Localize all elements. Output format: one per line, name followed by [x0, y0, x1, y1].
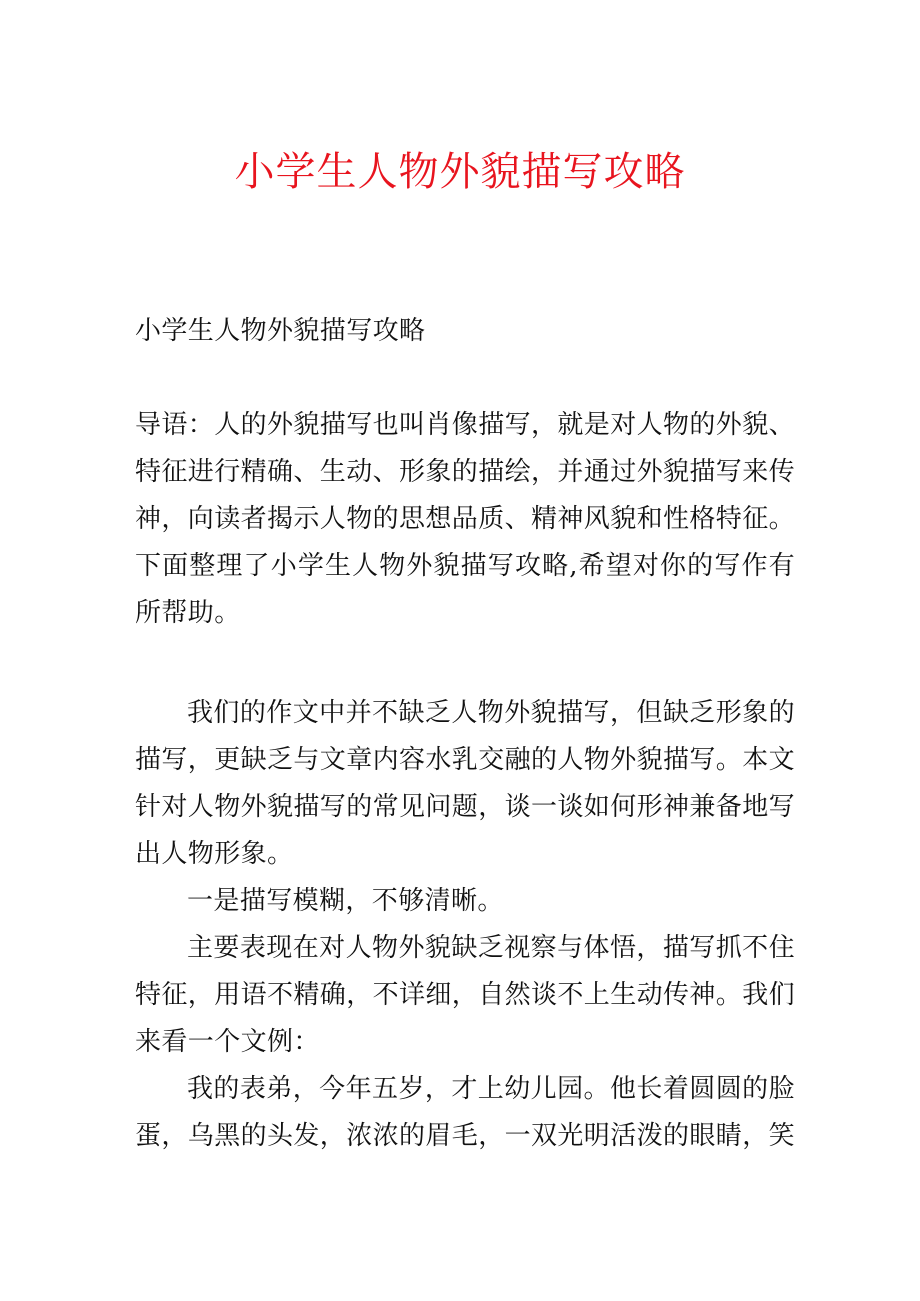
paragraph-3: 主要表现在对人物外貌缺乏视察与体悟，描写抓不住特征，用语不精确，不详细，自然谈不上生动传神。我们来看一个文例： [135, 933, 796, 1057]
intro-paragraph: 导语：人的外貌描写也叫肖像描写，就是对人物的外貌、特征进行精确、生动、形象的描绘，并通过外貌描写来传神，向读者揭示人物的思想品质、精神风貌和性格特征。下面整理了小学生人物外貌描写攻略,希望对你的写作有所帮助。 [135, 410, 796, 628]
paragraph-1: 我们的作文中并不缺乏人物外貌描写，但缺乏形象的描写，更缺乏与文章内容水乳交融的人物外貌描写。本文针对人物外貌描写的常见问题，谈一谈如何形神兼备地写出人物形象。 [135, 698, 796, 869]
document-subtitle: 小学生人物外貌描写攻略 [135, 316, 426, 346]
main-section [135, 690, 795, 1160]
page-title: 小学生人物外貌描写攻略 [234, 149, 686, 195]
paragraph-4: 我的表弟，今年五岁，才上幼儿园。他长着圆圆的脸蛋，乌黑的头发，浓浓的眉毛，一双光明活泼的眼睛，笑 [135, 1074, 796, 1151]
paragraph-2: 一是描写模糊，不够清晰。 [187, 886, 504, 916]
